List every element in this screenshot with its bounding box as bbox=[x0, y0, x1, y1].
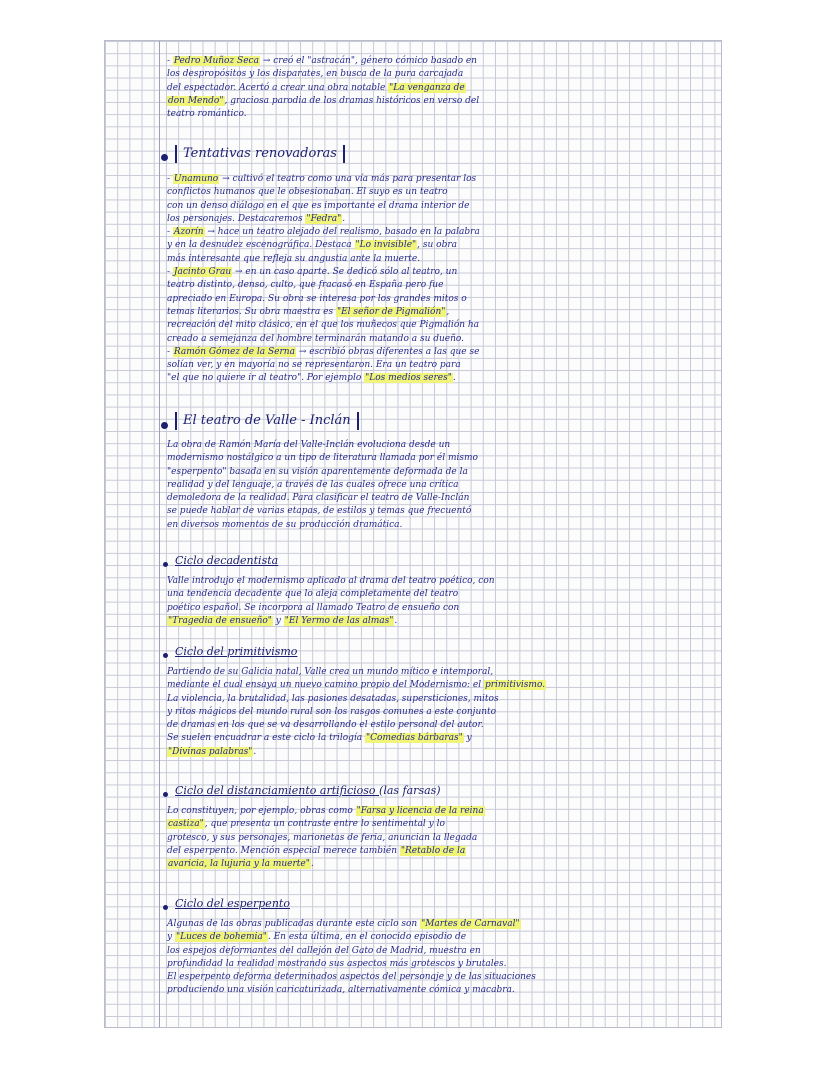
distanciamiento-line: avaricia, la lujuria y la muerte". bbox=[168, 859, 314, 870]
subsection-bullet bbox=[163, 905, 168, 910]
highlighted-text: don Mendo" bbox=[168, 95, 224, 106]
tentativas-line: teatro distinto, denso, culto, que fracasó en España pero fue bbox=[167, 280, 444, 291]
distanciamiento-line: grotesco, y sus personajes, marionetas de feria, anuncian la llegada bbox=[167, 832, 478, 843]
tentativas-line: "el que no quiere ir al teatro". Por ejemplo "Los medios seres". bbox=[167, 373, 456, 384]
highlighted-text: "Lo invisible" bbox=[355, 240, 417, 251]
distanciamiento-line: castiza", que presenta un contraste entre lo sentimental y lo bbox=[168, 819, 445, 830]
decadentista-line: una tendencia decadente que lo aleja completamente del teatro bbox=[167, 589, 459, 600]
highlighted-text: Unamuno bbox=[173, 174, 219, 184]
highlighted-text: "Martes de Carnaval" bbox=[421, 919, 520, 929]
primitivismo-line: mediante el cual ensaya un nuevo camino propio del Modernismo: el primitivismo. bbox=[167, 680, 546, 691]
page-margin-line bbox=[159, 41, 160, 1027]
intro-line: del espectador. Acertó a crear una obra notable "La venganza de bbox=[167, 82, 465, 93]
highlighted-text: "Retablo de la bbox=[400, 845, 466, 856]
subsection-title-primitivismo: Ciclo del primitivismo bbox=[175, 645, 298, 658]
highlighted-text: "Los medios seres" bbox=[365, 373, 452, 384]
decadentista-line: poético español. Se incorpora al llamado Teatro de ensueño con bbox=[167, 602, 460, 613]
esperpento-line: produciendo una visión caricaturizada, alternativamente cómica y macabra. bbox=[167, 985, 515, 996]
distanciamiento-title-suffix: (las farsas) bbox=[379, 784, 441, 797]
section-heading-tentativas: Tentativas renovadoras bbox=[175, 145, 345, 163]
tentativas-line: conflictos humanos que le obsesionaban. El suyo es un teatro bbox=[167, 187, 448, 198]
intro-line: - Pedro Muñoz Seca → creó el "astracán", género cómico basado en bbox=[167, 56, 477, 66]
tentativas-line: recreación del mito clásico, en el que los muñecos que Pigmalión ha bbox=[167, 320, 480, 331]
primitivismo-line: y ritos mágicos del mundo rural son los rasgos comunes a este conjunto bbox=[167, 706, 497, 717]
notebook-page bbox=[104, 40, 722, 1028]
primitivismo-line: La violencia, la brutalidad, las pasiones desatadas, supersticiones, mitos bbox=[167, 693, 499, 704]
subsection-title-distanciamiento bbox=[175, 784, 441, 798]
valle-line: en diversos momentos de su producción dramática. bbox=[167, 519, 403, 530]
section-heading-valle: El teatro de Valle - Inclán bbox=[175, 412, 359, 430]
subsection-bullet bbox=[163, 653, 168, 658]
distanciamiento-line: del esperpento. Mención especial merece también "Retablo de la bbox=[167, 845, 466, 856]
intro-line: don Mendo", graciosa parodia de los dramas históricos en verso del bbox=[168, 95, 480, 106]
highlighted-text: Jacinto Grau bbox=[173, 267, 232, 278]
highlighted-text: "Luces de bohemia" bbox=[175, 932, 267, 943]
tentativas-line: creado a semejanza del hombre terminarán matando a su dueño. bbox=[167, 333, 465, 344]
primitivismo-line: Partiendo de su Galicia natal, Valle crea un mundo mítico e intemporal, bbox=[167, 667, 494, 677]
tentativas-line: solían ver, y en mayoría no se representaron. Era un teatro para bbox=[167, 360, 461, 371]
tentativas-line: los personajes. Destacaremos "Fedra". bbox=[167, 213, 346, 224]
primitivismo-line: de dramas en los que se va desarrollando el estilo personal del autor. bbox=[167, 720, 484, 731]
highlighted-text: "Farsa y licencia de la reina bbox=[356, 806, 484, 816]
subsection-title-esperpento: Ciclo del esperpento bbox=[175, 897, 290, 910]
highlighted-text: avaricia, la lujuria y la muerte" bbox=[168, 859, 310, 870]
highlighted-text: Ramón Gómez de la Serna bbox=[173, 346, 295, 357]
primitivismo-paragraph bbox=[167, 666, 546, 759]
highlighted-text: "Fedra" bbox=[306, 213, 342, 224]
decadentista-paragraph bbox=[167, 575, 495, 628]
tentativas-line: y en la desnudez escenográfica. Destaca "Lo invisible", su obra bbox=[167, 240, 458, 251]
valle-line: modernismo nostálgico a un tipo de literatura llamada por él mismo bbox=[167, 453, 478, 464]
primitivismo-line: "Divinas palabras". bbox=[168, 746, 257, 757]
highlighted-text: "Divinas palabras" bbox=[168, 746, 253, 757]
valle-line: demoledora de la realidad. Para clasificar el teatro de Valle-Inclán bbox=[167, 493, 470, 504]
decadentista-line: "Tragedia de ensueño" y "El Yermo de las almas". bbox=[168, 615, 398, 626]
highlighted-text: "La venganza de bbox=[389, 82, 465, 93]
tentativas-line: - Jacinto Grau → en un caso aparte. Se dedicó sólo al teatro, un bbox=[167, 267, 458, 278]
subsection-title-decadentista: Ciclo decadentista bbox=[175, 554, 279, 567]
highlighted-text: "El Yermo de las almas" bbox=[284, 615, 394, 626]
section-bullet bbox=[161, 154, 168, 161]
section-bullet bbox=[161, 422, 168, 429]
tentativas-line: - Ramón Gómez de la Serna → escribió obras diferentes a las que se bbox=[167, 346, 480, 357]
esperpento-line: y "Luces de bohemia". En esta última, en el conocido episodio de bbox=[167, 932, 467, 943]
esperpento-line: Algunas de las obras publicadas durante este ciclo son "Martes de Carnaval" bbox=[167, 919, 520, 929]
highlighted-text: primitivismo. bbox=[484, 680, 546, 691]
distanciamiento-paragraph bbox=[167, 805, 485, 871]
tentativas-paragraph bbox=[167, 173, 480, 386]
highlighted-text: castiza" bbox=[168, 819, 204, 830]
esperpento-line: los espejos deformantes del callejón del Gato de Madrid, muestra en bbox=[167, 945, 481, 956]
esperpento-line: profundidad la realidad mostrando sus aspectos más grotescos y brutales. bbox=[167, 958, 507, 969]
highlighted-text: "Tragedia de ensueño" bbox=[168, 615, 272, 626]
distanciamiento-title-text: Ciclo del distanciamiento artificioso bbox=[175, 784, 376, 797]
decadentista-line: Valle introdujo el modernismo aplicado al drama del teatro poético, con bbox=[167, 576, 495, 586]
valle-line: realidad y del lenguaje, a través de las cuales ofrece una crítica bbox=[167, 479, 459, 490]
valle-line: "esperpento" basada en su visión aparentemente deformada de la bbox=[167, 466, 468, 477]
valle-paragraph bbox=[167, 439, 478, 532]
subsection-bullet bbox=[163, 562, 168, 567]
tentativas-line: con un denso diálogo en el que es importante el drama interior de bbox=[167, 200, 470, 211]
valle-line: se puede hablar de varias etapas, de estilos y temas que frecuentó bbox=[167, 506, 472, 517]
tentativas-line: más interesante que refleja su angustia ante la muerte. bbox=[167, 253, 421, 264]
intro-line: teatro romántico. bbox=[167, 109, 247, 120]
primitivismo-line: Se suelen encuadrar a este ciclo la trilogía "Comedias bárbaras" y bbox=[167, 733, 472, 744]
tentativas-line: apreciado en Europa. Su obra se interesa por los grandes mitos o bbox=[167, 293, 467, 304]
highlighted-text: Pedro Muñoz Seca bbox=[173, 56, 259, 66]
highlighted-text: "El señor de Pigmalión" bbox=[336, 306, 446, 317]
highlighted-text: Azorín bbox=[173, 227, 204, 238]
tentativas-line: - Unamuno → cultivó el teatro como una vía más para presentar los bbox=[167, 174, 477, 184]
intro-paragraph bbox=[167, 55, 479, 121]
subsection-bullet bbox=[163, 792, 168, 797]
highlighted-text: "Comedias bárbaras" bbox=[366, 733, 463, 744]
distanciamiento-line: Lo constituyen, por ejemplo, obras como "Farsa y licencia de la reina bbox=[167, 806, 484, 816]
intro-line: los despropósitos y los disparates, en busca de la pura carcajada bbox=[167, 69, 464, 80]
valle-line: La obra de Ramón María del Valle-Inclán evoluciona desde un bbox=[167, 440, 451, 450]
esperpento-line: El esperpento deforma determinados aspectos del personaje y de las situaciones bbox=[167, 972, 536, 983]
esperpento-paragraph bbox=[167, 918, 536, 998]
tentativas-line: - Azorín → hace un teatro alejado del realismo, basado en la palabra bbox=[167, 227, 480, 238]
tentativas-line: temas literarios. Su obra maestra es "El señor de Pigmalión", bbox=[167, 306, 450, 317]
